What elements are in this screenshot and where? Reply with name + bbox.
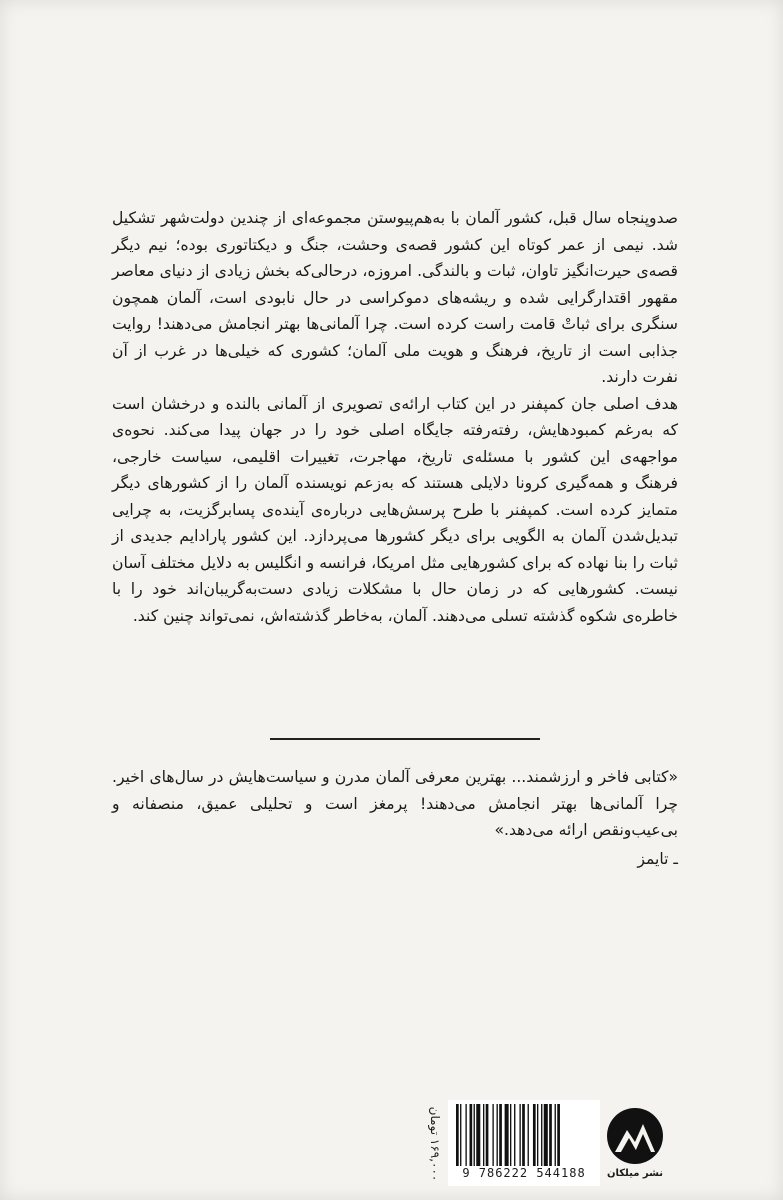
publisher-logo [605, 1108, 665, 1190]
isbn-barcode [448, 1100, 600, 1186]
review-quote-text: «کتابی فاخر و ارزشمند... بهترین معرفی آلمان مدرن و سیاست‌هایش در سال‌های اخیر. چرا آلمانی‌ها بهتر انجامش می‌دهند! پرمغز است و تحلیلی عمیق، منصفانه و بی‌عیب‌ونقص ارائه می‌دهد.» [112, 768, 678, 839]
barcode-bars [454, 1104, 594, 1166]
review-quote [112, 764, 678, 872]
isbn-number: 9 786222 544188 [462, 1166, 586, 1180]
mountains-logo-icon [607, 1108, 663, 1164]
back-cover-description [112, 205, 678, 629]
price-label [424, 1098, 446, 1190]
price-text: ۱۶۹,۰۰۰ تومان [428, 1106, 442, 1182]
section-divider [270, 738, 540, 740]
description-paragraph-2: هدف اصلی جان کمپفنر در این کتاب ارائه‌ی تصویری از آلمانی بالنده و درخشان است که به‌رغم کمبودهایش، رفته‌رفته جایگاه اصلی خود را در جهان پیدا می‌کند. نحوه‌ی مواجهه‌ی این کشور با مسئله‌ی تاریخ، مهاجرت، تغییرات اقلیمی، سیاست خارجی، فرهنگ و همه‌گیری کرونا دلایلی هستند که به‌زعم نویسنده آلمان را از کشورهای دیگر متمایز کرده است. کمپفنر با طرح پرسش‌هایی درباره‌ی آینده‌ی پسابرگزیت، به چرایی تبدیل‌شدن آلمان به الگویی برای دیگر کشورها می‌پردازد. این کشور پارادایم جدیدی از ثبات را بنا نهاده که برای کشورهایی مثل امریکا، فرانسه و انگلیس به دلایل مختلف آسان نیست. کشورهایی که در زمان حال با مشکلات زیادی دست‌به‌گریبان‌اند خود را با خاطره‌ی شکوه گذشته تسلی می‌دهند. آلمان، به‌خاطر گذشته‌اش، نمی‌تواند چنین کند. [112, 394, 678, 625]
description-paragraph-1: صدوپنجاه سال قبل، کشور آلمان با به‌هم‌پیوستن مجموعه‌ای از چندین دولت‌شهر تشکیل شد. نیمی از عمر کوتاه این کشور قصه‌ی وحشت، جنگ و دیکتاتوری بوده؛ نیم دیگر قصه‌ی حیرت‌انگیز تاوان، ثبات و بالندگی. امروزه، درحالی‌که بخش زیادی از دنیای معاصر مقهور اقتدارگرایی شده و ریشه‌های دموکراسی در حال نابودی است، آلمان همچون سنگری برای ثباتْ قامت راست کرده است. چرا آلمانی‌ها بهتر انجامش می‌دهند! روایت جذابی است از تاریخ، فرهنگ و هویت ملی آلمان؛ کشوری که خیلی‌ها در غرب از آن نفرت دارند. [112, 209, 678, 386]
review-quote-source: ـ تایمز [637, 849, 678, 868]
publisher-name: نشر میلکان [606, 1168, 664, 1179]
